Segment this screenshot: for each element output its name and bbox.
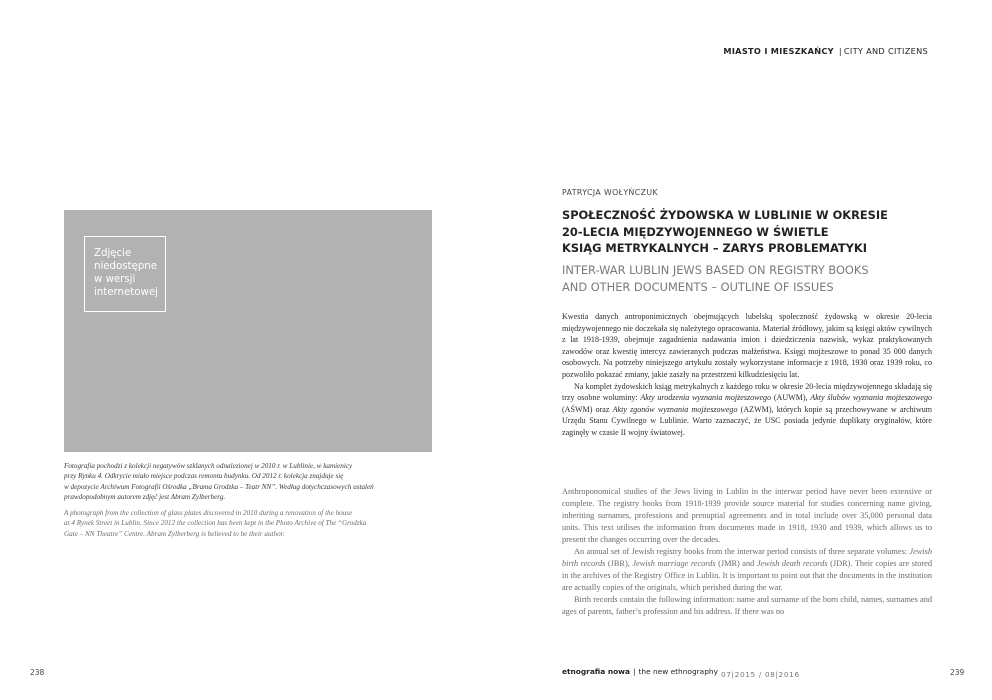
text-run: An annual set of Jewish registry books from the interwar period consists of three separate volumes: bbox=[574, 546, 910, 556]
header-section-en: CITY AND CITIZENS bbox=[843, 46, 928, 56]
italic-title: Jewish marriage records bbox=[632, 558, 716, 568]
header-separator: | bbox=[838, 46, 842, 56]
journal-footer bbox=[562, 667, 800, 679]
abstract-en-paragraph-1: Anthroponomical studies of the Jews living in Lublin in the interwar period have never been extensive or complete. The registry books from 1918-1939 provide source material for studies concerning name giving, inheriting surnames, professions and prenuptial agreements and in total include over 35,000 personal data units. This text utilises the information from documents made in 1918, 1930 and 1939, which allows us to present the changes occurring over the decades. bbox=[562, 487, 932, 544]
italic-title: Jewish death records bbox=[756, 558, 828, 568]
italic-title: Akty ślubów wyznania mojżeszowego bbox=[810, 393, 932, 403]
abstract-en bbox=[562, 486, 932, 617]
text-run: (JDR). Their copies are stored in the archives of the Registry Office in Lublin. It is important to point out that the documents in the institution are actually copies of the originals, which perished during the war. bbox=[562, 558, 932, 592]
article-title-pl: SPOŁECZNOŚĆ ŻYDOWSKA W LUBLINIE W OKRESIE 20-LECIA MIĘDZYWOJENNEGO W ŚWIETLE KSIĄG METRYKALNYCH – ZARYS PROBLEMATYKI bbox=[562, 208, 888, 255]
italic-title: Akty zgonów wyznania mojżeszowego bbox=[612, 404, 738, 414]
italic-title: Akty urodzenia wyznania mojżeszowego bbox=[640, 393, 772, 403]
italic-title: Jewish birth records bbox=[562, 546, 932, 568]
running-header bbox=[723, 46, 928, 56]
text-run: (AUWM), bbox=[771, 393, 811, 403]
article-title-en: INTER-WAR LUBLIN JEWS BASED ON REGISTRY BOOKS AND OTHER DOCUMENTS – OUTLINE OF ISSUES bbox=[562, 263, 869, 294]
text-run: Na komplet żydowskich ksiąg metrykalnych z każdego roku w okresie 20-lecia międzywojennego składają się trzy osobne woluminy: bbox=[562, 381, 932, 403]
footer-journal-name: etnografia nowa bbox=[562, 667, 630, 676]
footer-issue-number: 07|2015 / 08|2016 bbox=[720, 670, 800, 679]
abstract-en-paragraph-2 bbox=[562, 546, 932, 594]
photo-placeholder bbox=[64, 210, 432, 452]
abstract-pl-paragraph-1: Kwestia danych antroponimicznych obejmujących lubelską społeczność żydowską w okresie 20-lecia międzywojennego nie doczekała się należytego opracowania. Materiał źródłowy, jakim są księgi aktów cywilnych z lat 1918-1939, obejmuje zagadnienia nadawania imion i dziedziczenia nazwisk, wykaz praktykowanych zawodów oraz kwestię intercyz zawieranych podczas małżeństwa. Księgi mojżeszowe to ponad 35 000 danych osobowych. Na potrzeby niniejszego artykułu zostały wykorzystane informacje z 1918, 1930 oraz 1939 roku, co pozwoliło pokazać zmiany, jakie zaszły na przestrzeni kilkudziesięciu lat. bbox=[562, 312, 932, 379]
abstract-pl bbox=[562, 311, 932, 439]
abstract-en-paragraph-3: Birth records contain the following information: name and surname of the born child, names, surnames and ages of parents, father’s profession and his address. If there was no bbox=[562, 594, 932, 616]
page-number-left: 238 bbox=[30, 668, 45, 677]
text-run: (AZWM), których kopie są przechowywane w archiwum Urzędu Stanu Cywilnego w Lublinie. Warto zaznaczyć, że USC posiada jedynie duplikaty oryginałów, które zaginęły w czasie II wojny światowej. bbox=[562, 404, 933, 437]
article-author: PATRYCJA WOŁYŃCZUK bbox=[562, 188, 658, 197]
footer-separator: | bbox=[633, 667, 636, 676]
text-run: (AŚWM) oraz bbox=[562, 404, 613, 414]
header-section-pl: MIASTO I MIESZKAŃCY bbox=[723, 46, 834, 56]
page-number-right: 239 bbox=[950, 668, 965, 677]
photo-unavailable-note: Zdjęcie niedostępne w wersji internetowej bbox=[94, 248, 158, 298]
photo-caption-en: A photograph from the collection of glass plates discovered in 2010 during a renovation of the house at 4 Rynek Street in Lublin. Since 2012 the collection has been kept in the Photo Archive of The “Grodzka Gate – NN Theatre” Centre. Abram Zylberberg is believed to be their author. bbox=[64, 509, 367, 538]
text-run: (JBR), bbox=[605, 558, 633, 568]
footer-journal-name-en: the new ethnography bbox=[638, 667, 718, 676]
abstract-pl-paragraph-2 bbox=[562, 381, 932, 439]
photo-caption-pl: Fotografia pochodzi z kolekcji negatywów szklanych odnalezionej w 2010 r. w Lublinie, w kamienicy przy Rynku 4. Odkrycie miało miejsce podczas remontu budynku. Od 2012 r. kolekcja znajduje się w depozycie Archiwum Fotografii Ośrodka „Brama Grodzka – Teatr NN”. Według dotychczasowych ustaleń prawdopodobnym autorem zdjęć jest Abram Zylberberg. bbox=[64, 462, 374, 502]
text-run: (JMR) and bbox=[715, 558, 757, 568]
